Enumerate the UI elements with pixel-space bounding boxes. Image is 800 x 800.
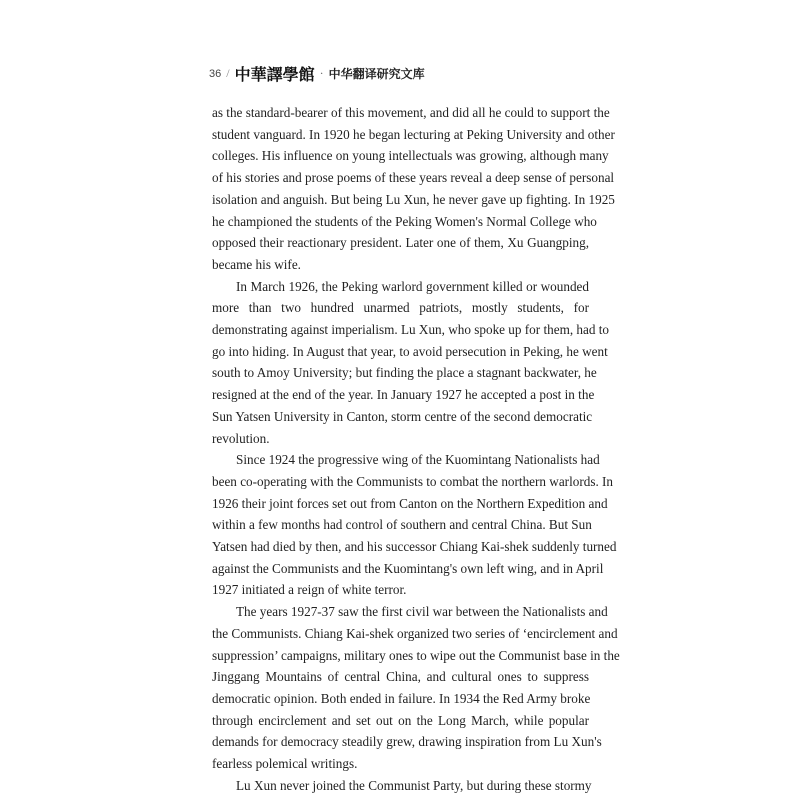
text-line: revolution. [212, 430, 270, 446]
text-line: colleges. His influence on young intellectuals was growing, although many [212, 148, 609, 164]
text-line: through encirclement and set out on the Long March, while popular [212, 712, 589, 728]
text-line: opposed their reactionary president. Later one of them, Xu Guangping, [212, 235, 589, 251]
text-line: In March 1926, the Peking warlord government killed or wounded [236, 278, 589, 294]
text-line: he championed the students of the Peking Women's Normal College who [212, 213, 597, 229]
paragraph [212, 276, 610, 450]
text-line: isolation and anguish. But being Lu Xun, he never gave up fighting. In 1925 [212, 191, 615, 207]
text-line: Jinggang Mountains of central China, and cultural ones to suppress [212, 669, 589, 685]
header-dot: · [319, 66, 324, 80]
paragraph [212, 102, 615, 276]
text-line: fearless polemical writings. [212, 756, 358, 772]
text-line: Sun Yatsen University in Canton, storm centre of the second democratic [212, 408, 593, 424]
page-number: 36 [209, 67, 222, 80]
text-line: democratic opinion. Both ended in failure. In 1934 the Red Army broke [212, 690, 591, 706]
series-title: 中华翻译研究文库 [328, 67, 425, 81]
text-line: within a few months had control of southern and central China. But Sun [212, 517, 592, 533]
body-text [212, 102, 620, 797]
text-line: Lu Xun never joined the Communist Party, but during these stormy [236, 777, 592, 793]
text-line: suppression’ campaigns, military ones to wipe out the Communist base in the [212, 647, 620, 663]
publisher-logo: 中華譯學館 [234, 67, 315, 84]
text-line: demands for democracy steadily grew, drawing inspiration from Lu Xun's [212, 734, 602, 750]
text-line: demonstrating against imperialism. Lu Xun, who spoke up for them, had to [212, 322, 610, 338]
text-line: Yatsen had died by then, and his successor Chiang Kai-shek suddenly turned [212, 539, 617, 555]
text-line: south to Amoy University; but finding the place a stagnant backwater, he [212, 365, 597, 381]
text-line: resigned at the end of the year. In January 1927 he accepted a post in the [212, 387, 595, 403]
text-line: been co-operating with the Communists to combat the northern warlords. In [212, 473, 614, 489]
text-line: Since 1924 the progressive wing of the Kuomintang Nationalists had [236, 452, 600, 468]
text-line: as the standard-bearer of this movement, and did all he could to support the [212, 105, 610, 120]
paragraph [212, 775, 592, 797]
text-line: student vanguard. In 1920 he began lecturing at Peking University and other [212, 126, 615, 142]
text-line: became his wife. [212, 256, 301, 272]
text-line: 1927 initiated a reign of white terror. [212, 582, 407, 598]
text-line: more than two hundred unarmed patriots, mostly students, for [212, 300, 589, 316]
paragraph [212, 601, 620, 775]
running-header [209, 62, 425, 85]
paragraph [212, 449, 617, 601]
text-line: the Communists. Chiang Kai-shek organized two series of ‘encirclement and [212, 625, 618, 641]
text-line: The years 1927-37 saw the first civil war between the Nationalists and [236, 604, 608, 620]
header-separator: / [226, 66, 230, 80]
text-line: 1926 their joint forces set out from Canton on the Northern Expedition and [212, 495, 608, 511]
text-line: of his stories and prose poems of these years reveal a deep sense of personal [212, 170, 615, 186]
text-line: against the Communists and the Kuomintang's own left wing, and in April [212, 560, 604, 576]
text-line: go into hiding. In August that year, to avoid persecution in Peking, he went [212, 343, 608, 359]
